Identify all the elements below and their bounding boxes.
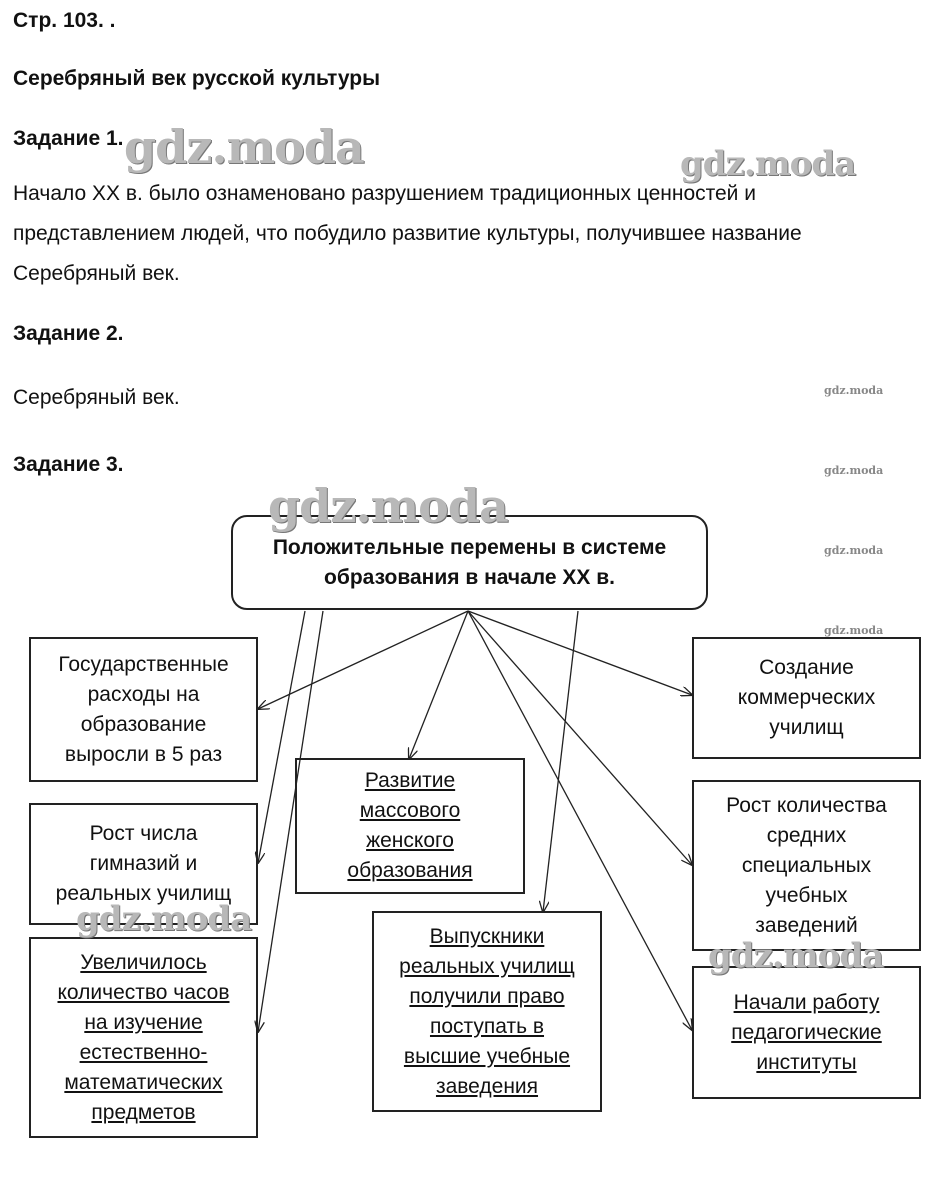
watermark: gdz.moda	[708, 936, 884, 976]
watermark: gdz.moda	[824, 544, 884, 557]
task2-heading: Задание 2.	[13, 322, 124, 345]
page-title: Серебряный век русской культуры	[13, 67, 381, 90]
box-special-schools-label: Рост количества средних специальных учебных заведений	[726, 793, 887, 937]
box-gov-spending	[29, 637, 258, 782]
page-reference: Стр. 103. .	[13, 9, 116, 32]
box-pedagogical-label: Начали работу педагогические институты	[731, 990, 882, 1074]
watermark: gdz.moda	[824, 464, 884, 477]
task1-line-1: Начало XX в. было ознаменовано разрушением традиционных ценностей и	[13, 182, 756, 205]
watermark: gdz.moda	[268, 479, 508, 533]
box-gymnasiums-label: Рост числа гимназий и реальных училищ	[55, 822, 232, 905]
task1-heading: Задание 1.	[13, 127, 124, 150]
arrow-to-commercial	[468, 611, 692, 695]
watermark: gdz.moda	[124, 120, 364, 174]
task2-answer: Серебряный век.	[13, 386, 180, 409]
box-special-schools	[692, 780, 921, 951]
box-graduates	[372, 911, 602, 1112]
task3-heading: Задание 3.	[13, 453, 124, 476]
arrow-to-female-edu	[409, 611, 468, 759]
central-box-label: Положительные перемены в системе образования в начале XX в.	[272, 535, 667, 589]
box-female-edu	[295, 758, 525, 894]
box-gov-spending-label: Государственные расходы на образование выросли в 5 раз	[58, 652, 229, 766]
box-pedagogical	[692, 966, 921, 1099]
box-female-edu-label: Развитие массового женского образования	[347, 769, 473, 882]
watermark: gdz.moda	[76, 899, 252, 939]
box-graduates-label: Выпускники реальных училищ получили право поступать в высшие учебные заведения	[399, 924, 575, 1098]
watermark: gdz.moda	[824, 624, 884, 637]
box-hours-label: Увеличилось количество часов на изучение естественно- математических предметов	[57, 950, 230, 1124]
task1-line-2: представлением людей, что побудило развитие культуры, получившее название	[13, 222, 802, 245]
box-commercial	[692, 637, 921, 759]
task1-line-3: Серебряный век.	[13, 262, 180, 285]
watermark: gdz.moda	[824, 384, 884, 397]
watermark: gdz.moda	[680, 144, 856, 184]
box-commercial-label: Создание коммерческих училищ	[737, 656, 876, 739]
box-hours	[29, 937, 258, 1138]
